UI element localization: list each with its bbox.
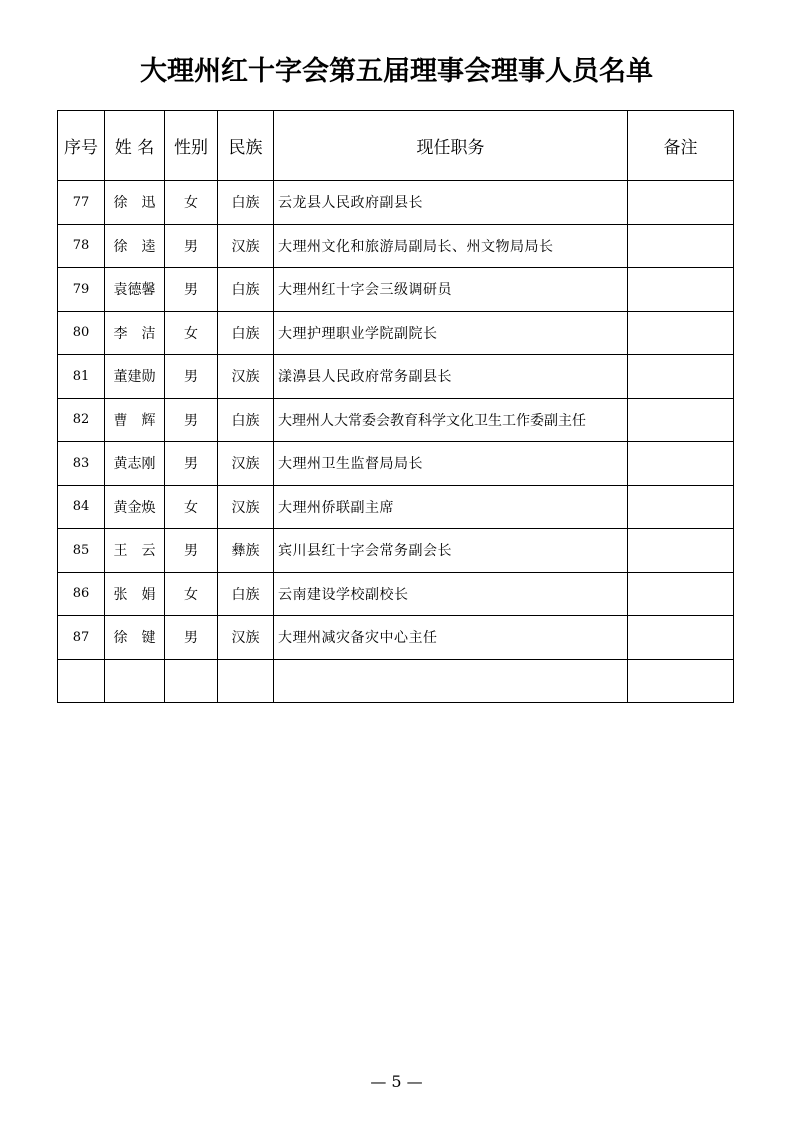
cell-ethnicity: 白族 xyxy=(218,181,274,225)
cell-name: 徐 键 xyxy=(105,616,165,660)
cell-gender: 女 xyxy=(165,485,218,529)
table-row xyxy=(58,616,734,660)
cell-gender: 男 xyxy=(165,529,218,573)
cell-seq: 81 xyxy=(58,355,105,399)
cell-remarks xyxy=(628,529,734,573)
cell-gender: 男 xyxy=(165,442,218,486)
cell-position: 大理州侨联副主席 xyxy=(274,485,628,529)
cell-remarks xyxy=(628,355,734,399)
cell-remarks xyxy=(628,268,734,312)
cell-position: 大理护理职业学院副院长 xyxy=(274,311,628,355)
cell-ethnicity: 白族 xyxy=(218,268,274,312)
cell-name: 徐 逵 xyxy=(105,224,165,268)
cell-remarks xyxy=(628,224,734,268)
header-name: 姓 名 xyxy=(105,111,165,181)
cell-position: 大理州减灾备灾中心主任 xyxy=(274,616,628,660)
cell-ethnicity xyxy=(218,659,274,703)
cell-ethnicity: 白族 xyxy=(218,311,274,355)
cell-remarks xyxy=(628,616,734,660)
cell-gender: 男 xyxy=(165,224,218,268)
cell-gender: 男 xyxy=(165,268,218,312)
cell-position: 大理州人大常委会教育科学文化卫生工作委副主任 xyxy=(274,398,628,442)
cell-remarks xyxy=(628,659,734,703)
table-row-empty xyxy=(58,659,734,703)
cell-gender: 男 xyxy=(165,616,218,660)
cell-seq: 78 xyxy=(58,224,105,268)
cell-remarks xyxy=(628,181,734,225)
cell-ethnicity: 汉族 xyxy=(218,485,274,529)
cell-name: 徐 迅 xyxy=(105,181,165,225)
table-row xyxy=(58,398,734,442)
cell-position: 宾川县红十字会常务副会长 xyxy=(274,529,628,573)
table-row xyxy=(58,224,734,268)
cell-gender: 女 xyxy=(165,311,218,355)
cell-gender: 男 xyxy=(165,398,218,442)
cell-ethnicity: 彝族 xyxy=(218,529,274,573)
header-seq: 序号 xyxy=(58,111,105,181)
cell-seq: 82 xyxy=(58,398,105,442)
cell-ethnicity: 汉族 xyxy=(218,442,274,486)
table-row xyxy=(58,311,734,355)
cell-position xyxy=(274,659,628,703)
cell-name: 黄金焕 xyxy=(105,485,165,529)
cell-name: 李 洁 xyxy=(105,311,165,355)
cell-position: 大理州卫生监督局局长 xyxy=(274,442,628,486)
cell-seq: 85 xyxy=(58,529,105,573)
cell-remarks xyxy=(628,398,734,442)
header-position: 现任职务 xyxy=(274,111,628,181)
table-row xyxy=(58,442,734,486)
cell-name: 董建勋 xyxy=(105,355,165,399)
cell-position: 云龙县人民政府副县长 xyxy=(274,181,628,225)
cell-remarks xyxy=(628,485,734,529)
document-title: 大理州红十字会第五届理事会理事人员名单 xyxy=(140,56,653,87)
table-row xyxy=(58,485,734,529)
header-remarks: 备注 xyxy=(628,111,734,181)
cell-position: 大理州文化和旅游局副局长、州文物局局长 xyxy=(274,224,628,268)
roster-table xyxy=(57,110,734,703)
cell-ethnicity: 白族 xyxy=(218,398,274,442)
page-number: — 5 — xyxy=(370,1072,423,1091)
cell-name: 王 云 xyxy=(105,529,165,573)
table-row xyxy=(58,181,734,225)
table-row xyxy=(58,529,734,573)
cell-remarks xyxy=(628,311,734,355)
table-header-row xyxy=(58,111,734,181)
cell-position: 漾濞县人民政府常务副县长 xyxy=(274,355,628,399)
cell-remarks xyxy=(628,572,734,616)
cell-ethnicity: 汉族 xyxy=(218,355,274,399)
cell-seq: 84 xyxy=(58,485,105,529)
table-row xyxy=(58,355,734,399)
cell-ethnicity: 汉族 xyxy=(218,616,274,660)
cell-gender xyxy=(165,659,218,703)
cell-name: 曹 辉 xyxy=(105,398,165,442)
cell-gender: 女 xyxy=(165,181,218,225)
cell-name: 张 娟 xyxy=(105,572,165,616)
cell-name: 袁德馨 xyxy=(105,268,165,312)
cell-name xyxy=(105,659,165,703)
cell-position: 大理州红十字会三级调研员 xyxy=(274,268,628,312)
header-gender: 性别 xyxy=(165,111,218,181)
cell-seq: 83 xyxy=(58,442,105,486)
cell-gender: 女 xyxy=(165,572,218,616)
cell-seq: 87 xyxy=(58,616,105,660)
table-row xyxy=(58,268,734,312)
cell-seq: 77 xyxy=(58,181,105,225)
cell-remarks xyxy=(628,442,734,486)
cell-position: 云南建设学校副校长 xyxy=(274,572,628,616)
cell-seq: 79 xyxy=(58,268,105,312)
cell-seq: 86 xyxy=(58,572,105,616)
cell-seq xyxy=(58,659,105,703)
table-row xyxy=(58,572,734,616)
cell-seq: 80 xyxy=(58,311,105,355)
cell-gender: 男 xyxy=(165,355,218,399)
cell-name: 黄志刚 xyxy=(105,442,165,486)
cell-ethnicity: 白族 xyxy=(218,572,274,616)
cell-ethnicity: 汉族 xyxy=(218,224,274,268)
header-ethnicity: 民族 xyxy=(218,111,274,181)
